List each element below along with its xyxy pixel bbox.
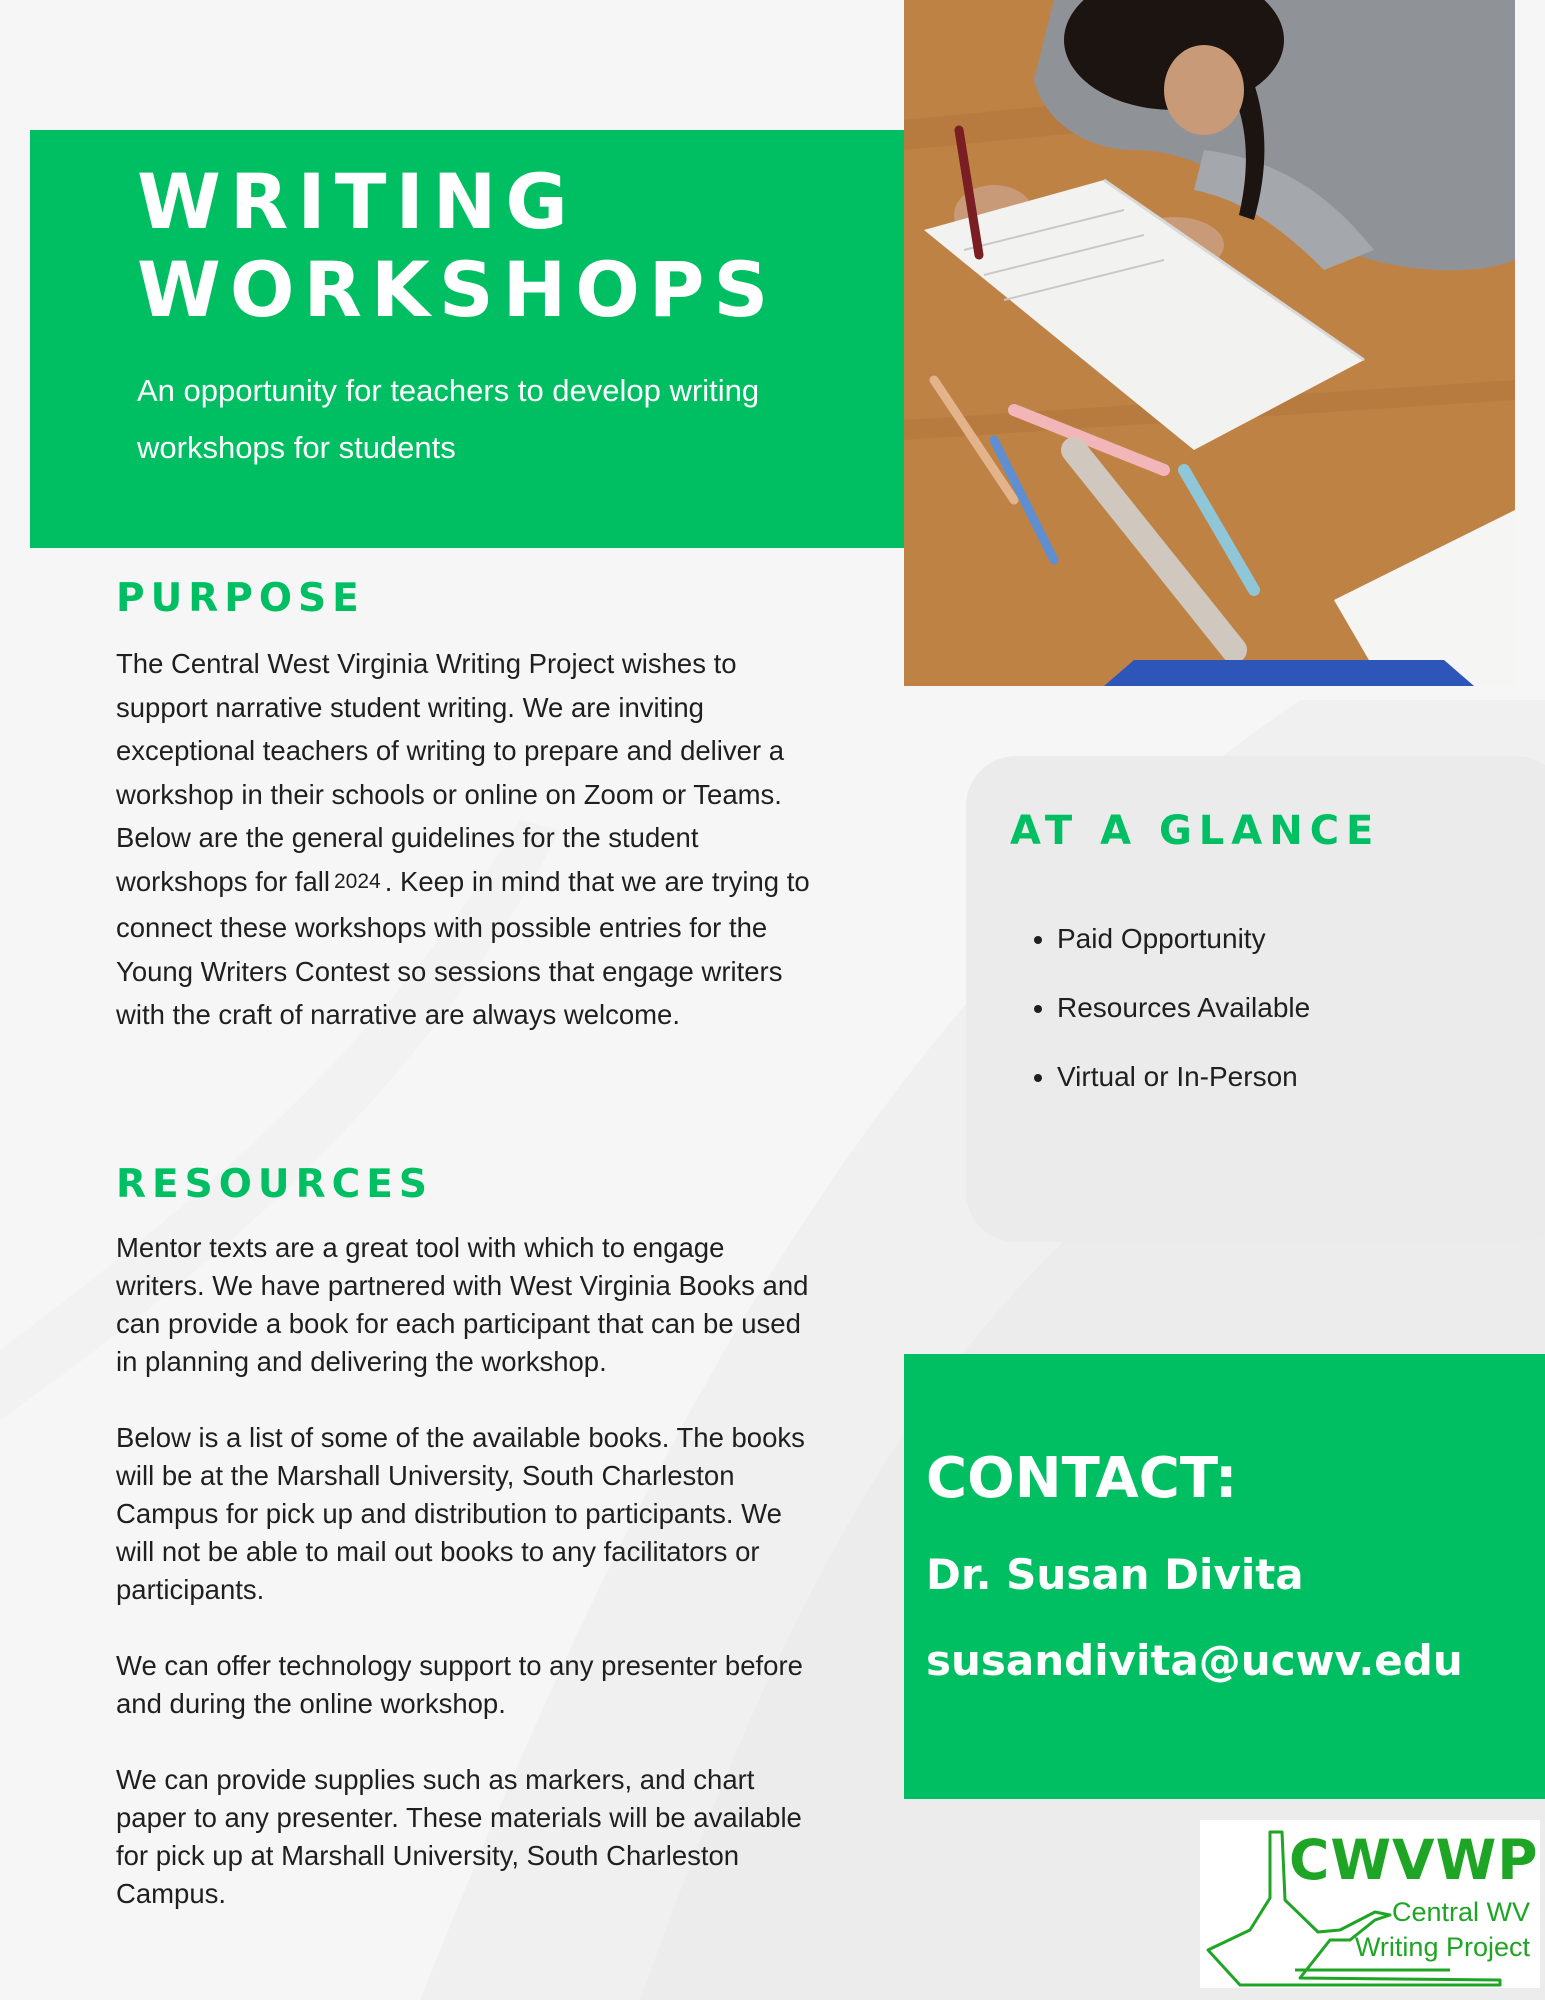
contact-name: Dr. Susan Divita — [926, 1550, 1304, 1599]
purpose-heading: PURPOSE — [116, 576, 365, 621]
title-line-1: WRITING — [137, 157, 577, 246]
contact-email[interactable]: susandivita@ucwv.edu — [926, 1636, 1463, 1685]
list-item: • Resources Available — [1057, 973, 1310, 1042]
resources-paragraph: Mentor texts are a great tool with which to engage writers. We have partnered with West Virginia Books and can provide a book for each participant that can be used in planning and delivering the workshop. — [116, 1232, 809, 1377]
at-a-glance-heading: AT A GLANCE — [1010, 808, 1381, 854]
purpose-text — [116, 642, 816, 1037]
resources-body — [116, 1229, 816, 1951]
purpose-year: 2024 — [333, 869, 381, 893]
resources-paragraph: We can provide supplies such as markers, and chart paper to any presenter. These materials will be available for pick up at Marshall University, South Charleston Campus. — [116, 1764, 802, 1909]
contact-box — [904, 1354, 1545, 1799]
logo-subtitle-line-1: Central WV — [1391, 1897, 1530, 1927]
at-a-glance-list — [1010, 904, 1310, 1111]
logo-subtitle-line-2: Writing Project — [1354, 1932, 1530, 1962]
cwvwp-logo — [1200, 1820, 1540, 1988]
header-banner — [30, 130, 904, 548]
resources-heading: RESOURCES — [116, 1162, 433, 1207]
subtitle: An opportunity for teachers to develop writing workshops for students — [137, 373, 760, 465]
purpose-text-after-year: . Keep in mind that we are trying to connect these workshops with possible entries for the Young Writers Contest so sessions that engage writers with the craft of narrative are always welcome. — [116, 865, 810, 1030]
title-line-2: WORKSHOPS — [137, 245, 778, 334]
logo-text: CWVWP — [1289, 1828, 1539, 1892]
purpose-text-before-year: The Central West Virginia Writing Project wishes to support narrative student writing. We are inviting exceptional teachers of writing to prepare and deliver a workshop in their schools or online on Zoom or Teams. Below are the general guidelines for the student workshops for fall — [116, 648, 785, 897]
resources-paragraph: We can offer technology support to any presenter before and during the online workshop. — [116, 1650, 803, 1719]
resources-paragraph: Below is a list of some of the available books. The books will be at the Marshall University, South Charleston Campus for pick up and distribution to participants. We will not be able to mail out books to any facilitators or participants. — [116, 1422, 805, 1605]
page-title — [137, 158, 777, 334]
contact-title: CONTACT: — [926, 1446, 1238, 1511]
list-item: • Virtual or In-Person — [1057, 1042, 1310, 1111]
student-writing-photo — [904, 0, 1515, 686]
list-item: • Paid Opportunity — [1057, 904, 1310, 973]
